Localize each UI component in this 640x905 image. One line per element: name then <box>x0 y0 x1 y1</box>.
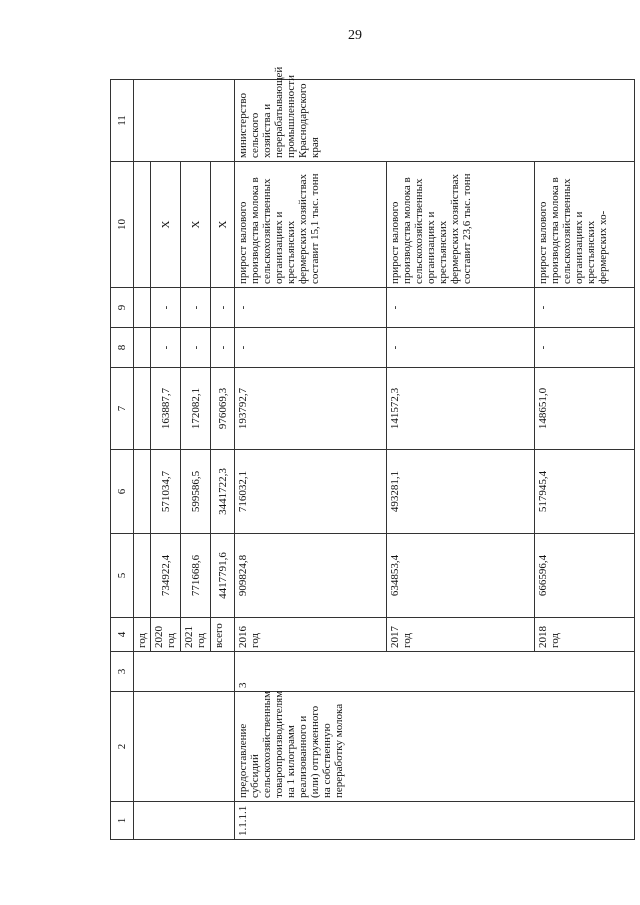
cell-value: - <box>181 288 211 328</box>
header-cell: 11 <box>111 80 134 162</box>
cell-value: 517945,4 <box>535 450 635 534</box>
cell-result: прирост валового производства молока в сельскохозяйственных организациях и крестьянских фермерских хозяйствах составит 23,6 тыс. тонн <box>387 162 535 288</box>
cell-result: прирост валового производства молока в сельскохозяйственных организациях и крестьянских фермерских хо- <box>535 162 635 288</box>
table-row <box>134 80 151 840</box>
cell-value <box>134 328 151 368</box>
cell-value: 141572,3 <box>387 368 535 450</box>
cell-value: - <box>535 288 635 328</box>
cell-value: 571034,7 <box>151 450 181 534</box>
cell-year: всего <box>211 618 235 652</box>
cell-value: - <box>535 328 635 368</box>
header-cell: 4 <box>111 618 134 652</box>
cell-value: 976069,3 <box>211 368 235 450</box>
cell-value: 172082,1 <box>181 368 211 450</box>
cell-value: 716032,1 <box>235 450 387 534</box>
item-col3: 3 <box>235 652 635 692</box>
header-cell: 3 <box>111 652 134 692</box>
cell-value: - <box>235 328 387 368</box>
cell-year: 2021 год <box>181 618 211 652</box>
cell-result: прирост валового производства молока в сельскохозяйственных организациях и крестьянских фермерских хозяйствах составит 15,1 тыс. тонн <box>235 162 387 288</box>
cell-value: 909824,8 <box>235 534 387 618</box>
cell-year: год <box>134 618 151 652</box>
table-row <box>235 80 387 840</box>
cell-value: 666596,4 <box>535 534 635 618</box>
program-table <box>110 66 635 840</box>
cell-value: 493281,1 <box>387 450 535 534</box>
cell-value: 634853,4 <box>387 534 535 618</box>
cell-value <box>134 288 151 328</box>
rotated-sheet <box>110 66 630 840</box>
cell-year: 2018 год <box>535 618 635 652</box>
item-executor: министерство сельского хозяйства и перерабатывающей промышленности Краснодарского края <box>235 80 635 162</box>
page-number: 29 <box>348 28 362 43</box>
cell-value: 3441722,3 <box>211 450 235 534</box>
item-number: 1.1.1.1 <box>235 802 635 840</box>
cell-value <box>134 162 151 288</box>
cell-year: 2016 год <box>235 618 387 652</box>
header-cell: 10 <box>111 162 134 288</box>
cell-value: - <box>387 328 535 368</box>
header-cell: 5 <box>111 534 134 618</box>
cell-value <box>134 534 151 618</box>
header-cell: 7 <box>111 368 134 450</box>
cell-value: - <box>211 288 235 328</box>
cell-value: - <box>387 288 535 328</box>
header-cell: 1 <box>111 802 134 840</box>
cell-year: 2017 год <box>387 618 535 652</box>
cell-value: - <box>151 328 181 368</box>
cell-value: 771668,6 <box>181 534 211 618</box>
cell-empty <box>134 80 235 162</box>
cell-value: X <box>211 162 235 288</box>
cell-year: 2020 год <box>151 618 181 652</box>
header-row <box>111 80 134 840</box>
cell-value: - <box>235 288 387 328</box>
cell-empty <box>134 652 235 692</box>
cell-empty <box>134 692 235 802</box>
item-description: предоставление субсидий сельскохозяйственным товаропроизводителям на 1 килограмм реализованного и (или) отгруженного на собственную переработку молока <box>235 692 635 802</box>
cell-value: 163887,7 <box>151 368 181 450</box>
cell-value <box>134 450 151 534</box>
cell-value: 4417791,6 <box>211 534 235 618</box>
cell-value: 193792,7 <box>235 368 387 450</box>
header-cell: 8 <box>111 328 134 368</box>
cell-value: 148651,0 <box>535 368 635 450</box>
cell-value: X <box>181 162 211 288</box>
cell-value: 599586,5 <box>181 450 211 534</box>
cell-value: X <box>151 162 181 288</box>
header-cell: 2 <box>111 692 134 802</box>
cell-value: 734922,4 <box>151 534 181 618</box>
cell-value: - <box>181 328 211 368</box>
cell-value <box>134 368 151 450</box>
header-cell: 6 <box>111 450 134 534</box>
cell-value: - <box>211 328 235 368</box>
header-cell: 9 <box>111 288 134 328</box>
cell-value: - <box>151 288 181 328</box>
cell-empty <box>134 802 235 840</box>
